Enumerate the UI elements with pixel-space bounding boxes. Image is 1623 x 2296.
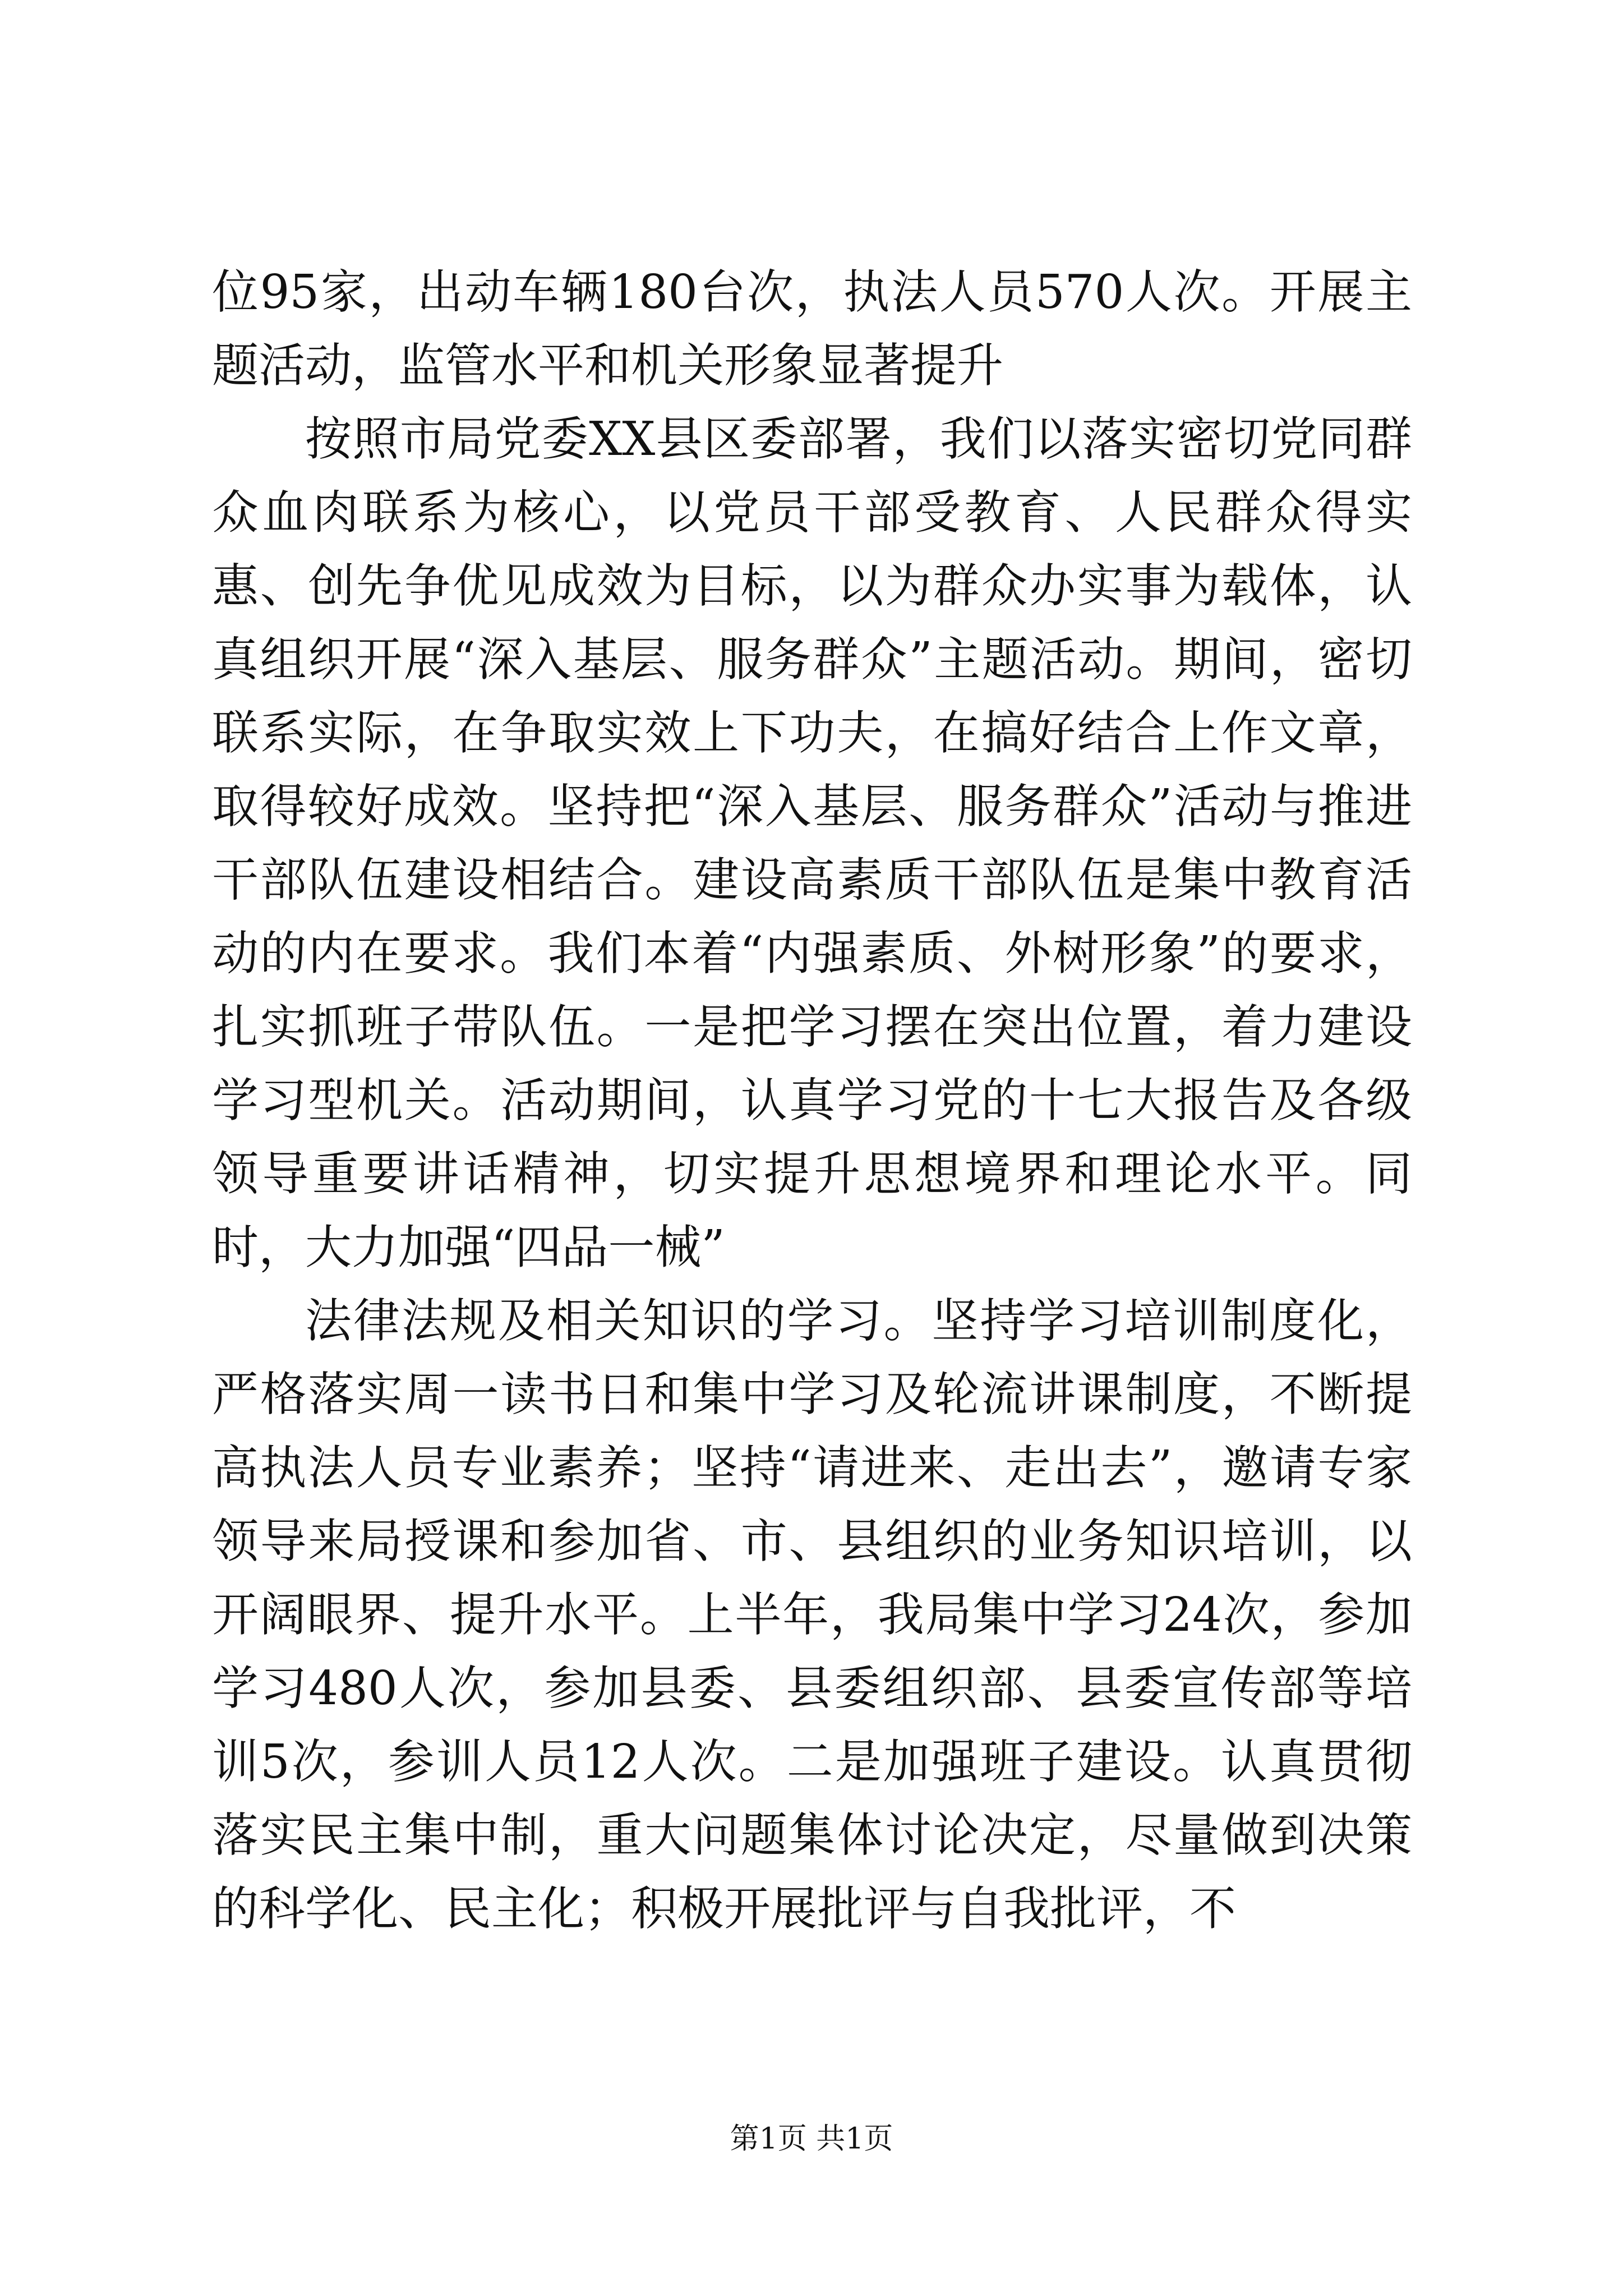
document-body <box>212 255 1412 1945</box>
paragraph-2: 按照市局党委XX县区委部署，我们以落实密切党同群众血肉联系为核心，以党员干部受教育、人民群众得实惠、创先争优见成效为目标，以为群众办实事为载体，认真组织开展“深入基层、服务群众”主题活动。期间，密切联系实际，在争取实效上下功夫，在搞好结合上作文章，取得较好成效。坚持把“深入基层、服务群众”活动与推进干部队伍建设相结合。建设高素质干部队伍是集中教育活动的内在要求。我们本着“内强素质、外树形象”的要求，扎实抓班子带队伍。一是把学习摆在突出位置，着力建设学习型机关。活动期间，认真学习党的十七大报告及各级领导重要讲话精神，切实提升思想境界和理论水平。同时，大力加强“四品一械” <box>212 412 1412 1274</box>
paragraph-1: 位95家，出动车辆180台次，执法人员570人次。开展主题活动，监管水平和机关形象显著提升 <box>212 265 1412 393</box>
page-footer: 第1页 共1页 <box>730 2122 893 2156</box>
paragraph-3: 法律法规及相关知识的学习。坚持学习培训制度化，严格落实周一读书日和集中学习及轮流讲课制度，不断提高执法人员专业素养；坚持“请进来、走出去”，邀请专家领导来局授课和参加省、市、县组织的业务知识培训，以开阔眼界、提升水平。上半年，我局集中学习24次，参加学习480人次，参加县委、县委组织部、县委宣传部等培训5次，参训人员12人次。二是加强班子建设。认真贯彻落实民主集中制，重大问题集体讨论决定，尽量做到决策的科学化、民主化；积极开展批评与自我批评，不 <box>212 1294 1412 1936</box>
